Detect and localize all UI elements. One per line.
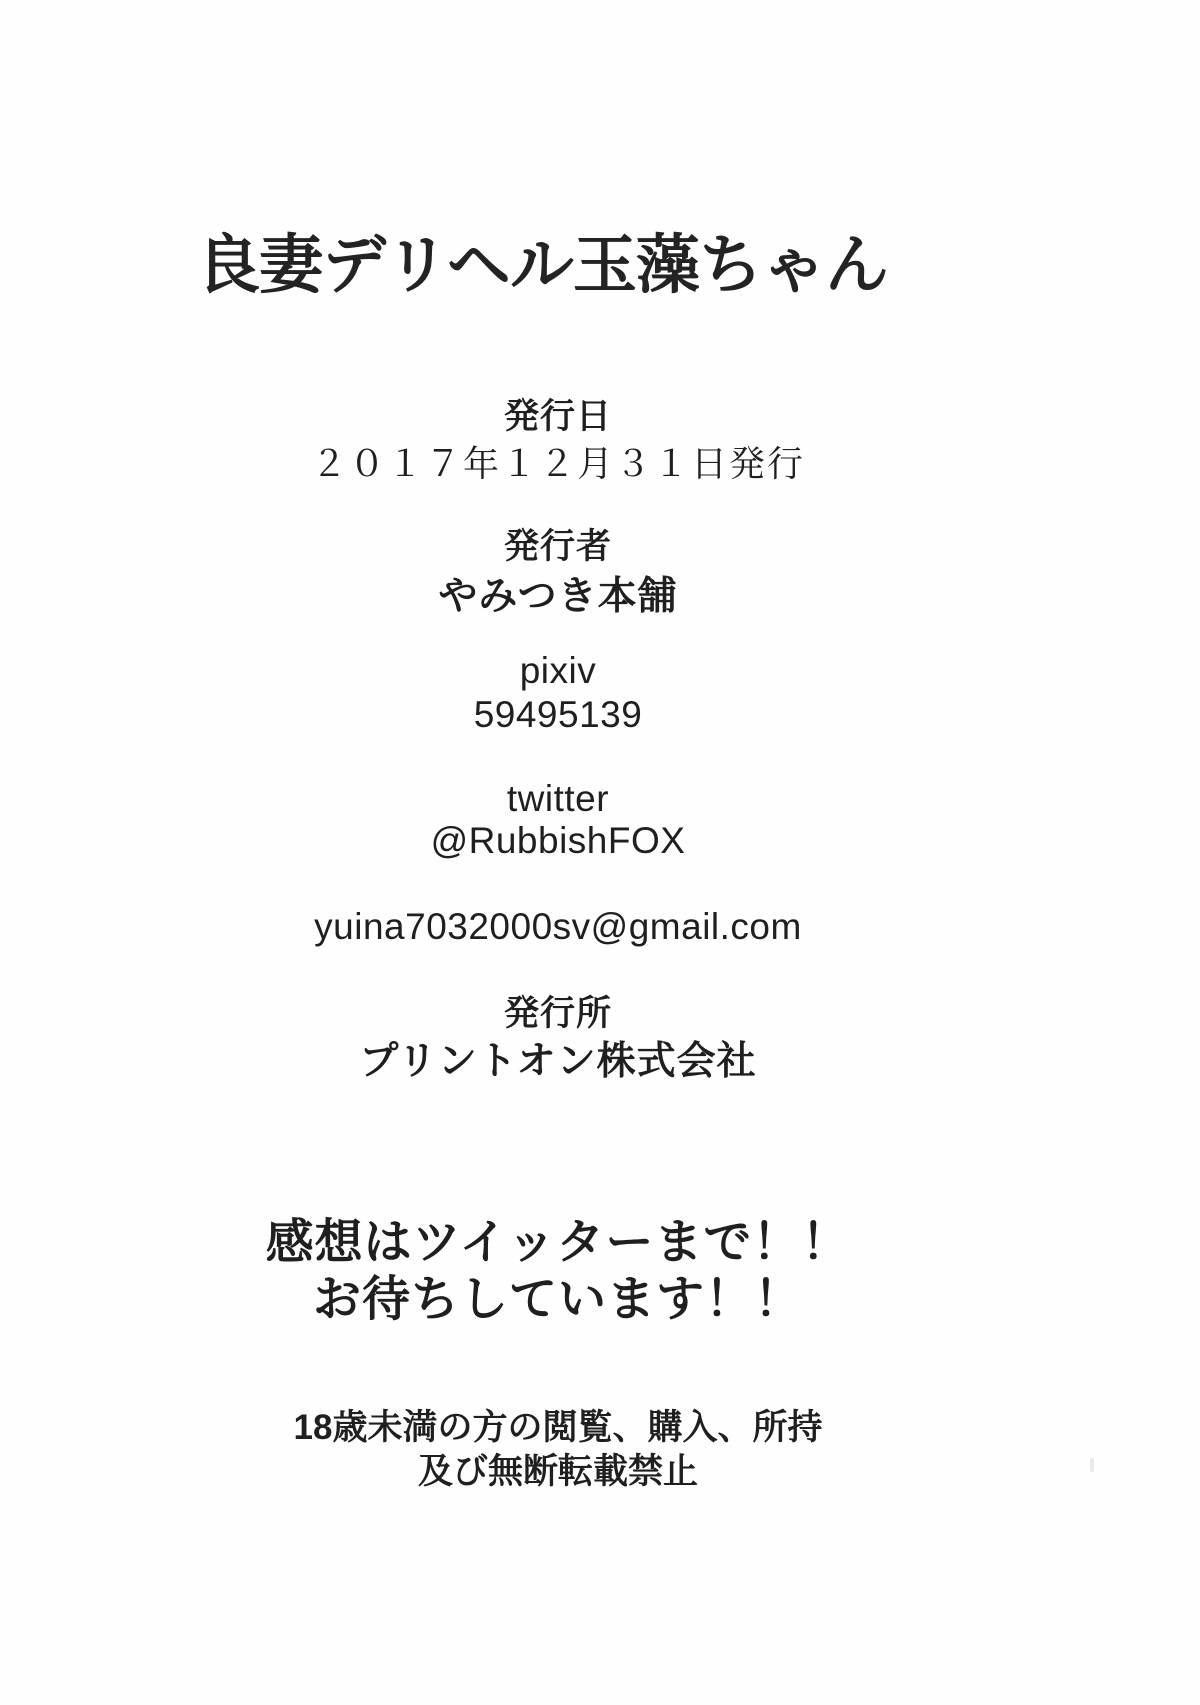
- scan-artifact: [1090, 1458, 1094, 1472]
- twitter-handle: @RubbishFOX: [430, 820, 686, 861]
- page-title: 良妻デリヘル玉藻ちゃん: [196, 230, 888, 301]
- twitter-label: twitter: [506, 778, 610, 819]
- age-restriction-notice-line2: 及び無断転載禁止: [417, 1452, 698, 1491]
- printer-label: 発行所: [503, 994, 612, 1033]
- contact-email: yuina7032000sv@gmail.com: [314, 906, 802, 947]
- publisher-name: やみつき本舗: [438, 575, 678, 618]
- age-restriction-notice-line1: 18歳未満の方の閲覧、購入、所持: [293, 1408, 823, 1447]
- feedback-message-line2: お待ちしています！！: [312, 1273, 803, 1326]
- publisher-label: 発行者: [503, 527, 612, 566]
- publication-date-label: 発行日: [503, 397, 612, 436]
- pixiv-label: pixiv: [519, 650, 597, 691]
- publication-date-value: ２０１７年１２月３１日発行: [310, 443, 805, 484]
- feedback-message-line1: 感想はツイッターまで！！: [265, 1216, 851, 1269]
- printer-name: プリントオン株式会社: [359, 1040, 757, 1083]
- pixiv-id: 59495139: [473, 694, 643, 735]
